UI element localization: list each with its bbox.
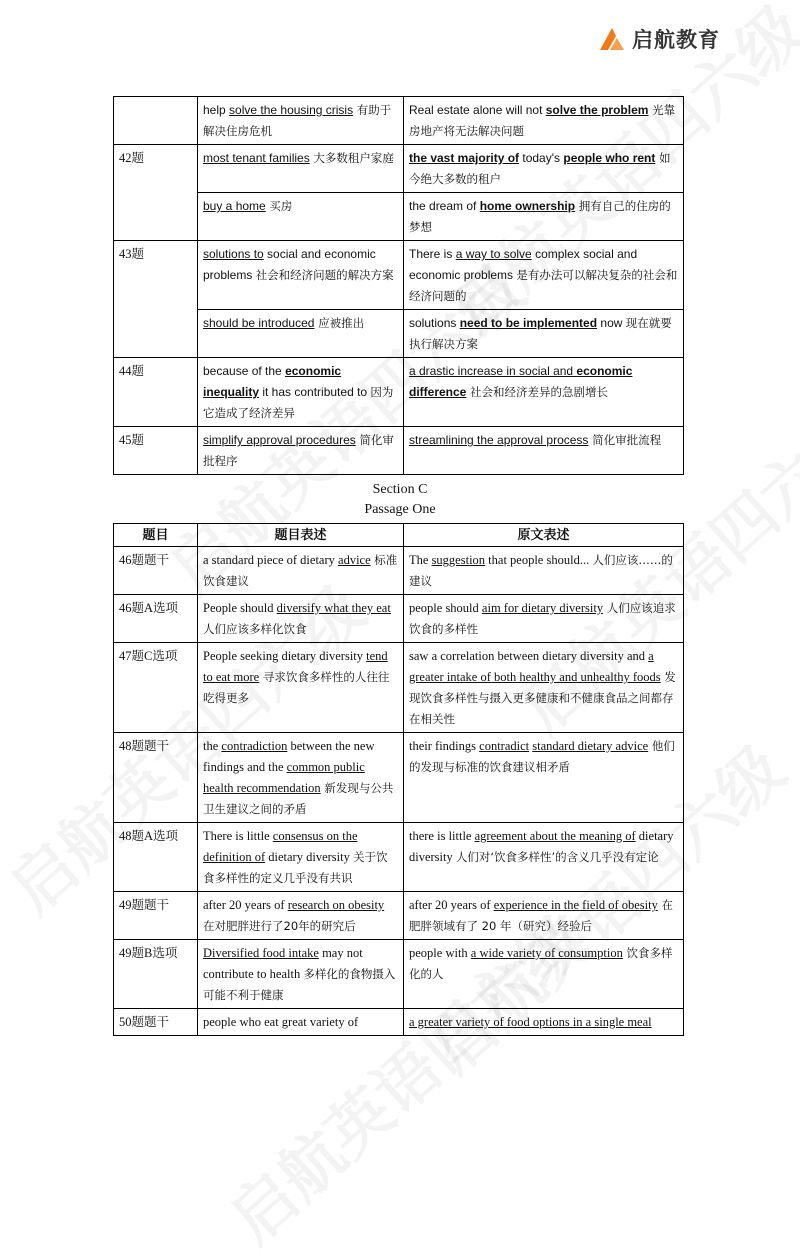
key-phrase: simplify approval procedures — [203, 433, 356, 447]
question-phrase-cell — [198, 310, 404, 358]
question-number: 50题题干 — [114, 1009, 198, 1036]
key-phrase: common public health recommendation — [203, 760, 365, 795]
question-phrase-cell — [198, 643, 404, 733]
vocab-table-section-c — [113, 523, 684, 1036]
original-phrase-cell — [404, 310, 684, 358]
key-phrase: Diversified food intake — [203, 946, 319, 960]
table-row — [114, 310, 684, 358]
cell-text: that people should... — [485, 553, 593, 567]
cell-text: people with — [409, 946, 471, 960]
question-phrase-cell — [198, 823, 404, 892]
chinese-translation: 社会和经济问题的解决方案 — [255, 268, 394, 282]
original-phrase-cell — [404, 97, 684, 145]
cell-text: after 20 years of — [203, 898, 288, 912]
cell-text: complex social and economic problems — [409, 247, 638, 282]
chinese-translation: 是有办法可以解决复杂的社会和经济问题的 — [409, 268, 678, 303]
table-row — [114, 643, 684, 733]
key-phrase: research on obesity — [287, 898, 385, 912]
question-phrase-cell — [198, 940, 404, 1009]
chinese-translation: 人们应该……的建议 — [409, 553, 673, 588]
table-row — [114, 97, 684, 145]
key-phrase: need to be implemented — [459, 316, 598, 330]
question-phrase-cell — [198, 733, 404, 823]
key-phrase: solutions to — [203, 247, 264, 261]
key-phrase: contradiction — [221, 739, 288, 753]
question-phrase-cell — [198, 97, 404, 145]
chinese-translation: 关于饮食多样性的定义几乎没有共识 — [203, 850, 388, 885]
chinese-translation: 买房 — [265, 199, 293, 213]
key-phrase: suggestion — [431, 553, 486, 567]
cell-text: because of the — [203, 364, 286, 378]
key-phrase: economic inequality — [203, 364, 342, 399]
logo-arrow-icon — [598, 26, 626, 52]
section-title: Section C — [372, 482, 428, 497]
original-phrase-cell — [404, 1009, 684, 1036]
question-number: 48题题干 — [114, 733, 198, 823]
cell-text: Real estate alone will not — [409, 103, 546, 117]
chinese-translation: 现在就要执行解决方案 — [409, 316, 672, 351]
column-header: 题目 — [114, 524, 198, 547]
chinese-translation: 人们对‘饮食多样性’的含义几乎没有定论 — [455, 850, 659, 864]
cell-text: it has contributed to — [259, 385, 371, 399]
question-number: 49题题干 — [114, 892, 198, 940]
chinese-translation: 因为它造成了经济差异 — [203, 385, 394, 420]
cell-text: The — [409, 553, 432, 567]
table-row — [114, 427, 684, 475]
key-phrase: streamlining the approval process — [409, 433, 589, 447]
question-phrase-cell — [198, 547, 404, 595]
question-number: 46题题干 — [114, 547, 198, 595]
logo-text: 启航教育 — [632, 28, 720, 52]
question-number: 48题A选项 — [114, 823, 198, 892]
table-row — [114, 358, 684, 427]
chinese-translation: 简化审批流程 — [588, 433, 662, 447]
question-phrase-cell — [198, 1009, 404, 1036]
cell-text: their findings — [409, 739, 480, 753]
cell-text: people who eat great variety of — [203, 1015, 359, 1029]
chinese-translation: 简化审批程序 — [203, 433, 394, 468]
chinese-translation: 社会和经济差异的急剧增长 — [466, 385, 609, 399]
chinese-translation: 标准饮食建议 — [203, 553, 398, 588]
table-row — [114, 733, 684, 823]
cell-text: the — [203, 739, 222, 753]
original-phrase-cell — [404, 595, 684, 643]
chinese-translation: 大多数租户家庭 — [309, 151, 394, 165]
cell-text: there is little — [409, 829, 475, 843]
column-header: 原文表述 — [404, 524, 684, 547]
original-phrase-cell — [404, 241, 684, 310]
original-phrase-cell — [404, 358, 684, 427]
cell-text: may not contribute to health — [203, 946, 363, 981]
key-phrase: solve the problem — [545, 103, 649, 117]
brand-logo — [598, 24, 720, 54]
cell-text: now — [597, 316, 626, 330]
question-number: 49题B选项 — [114, 940, 198, 1009]
key-phrase: a wide variety of consumption — [470, 946, 623, 960]
cell-text: There is little — [203, 829, 273, 843]
question-phrase-cell — [198, 892, 404, 940]
cell-text: between the new findings and the — [203, 739, 375, 774]
cell-text: today's — [519, 151, 564, 165]
key-phrase: solve the housing crisis — [229, 103, 354, 117]
key-phrase: economic difference — [409, 364, 633, 399]
cell-text: social and economic problems — [203, 247, 376, 282]
original-phrase-cell — [404, 823, 684, 892]
original-phrase-cell — [404, 892, 684, 940]
chinese-translation: 应被推出 — [314, 316, 365, 330]
key-phrase: standard dietary advice — [532, 739, 649, 753]
table-row — [114, 145, 684, 193]
chinese-translation: 新发现与公共卫生建议之间的矛盾 — [203, 781, 394, 816]
table-row — [114, 1009, 684, 1036]
key-phrase: the vast majority of — [409, 151, 520, 165]
chinese-translation: 饮食多样化的人 — [409, 946, 673, 981]
cell-text: the dream of — [409, 199, 480, 213]
question-number — [114, 97, 198, 145]
question-number: 46题A选项 — [114, 595, 198, 643]
table-row — [114, 892, 684, 940]
cell-text: after 20 years of — [409, 898, 494, 912]
passage-title: Passage One — [364, 502, 436, 517]
chinese-translation: 他们的发现与标准的饮食建议相矛盾 — [409, 739, 675, 774]
cell-text: saw a correlation between dietary diversity and — [409, 649, 649, 663]
key-phrase: a greater variety of food options in a single meal — [409, 1015, 652, 1029]
key-phrase: aim for dietary diversity — [481, 601, 604, 615]
vocab-table-part1 — [113, 96, 684, 475]
chinese-translation: 多样化的食物摄入可能不利于健康 — [203, 967, 396, 1002]
cell-text: People seeking dietary diversity — [203, 649, 367, 663]
question-number: 43题 — [114, 241, 198, 358]
key-phrase: home ownership — [479, 199, 576, 213]
table-row — [114, 595, 684, 643]
question-number: 44题 — [114, 358, 198, 427]
key-phrase: should be introduced — [203, 316, 315, 330]
key-phrase: experience in the field of obesity — [493, 898, 658, 912]
chinese-translation: 发现饮食多样性与摄入更多健康和不健康食品之间都存在相关性 — [409, 670, 676, 726]
original-phrase-cell — [404, 643, 684, 733]
cell-text: a standard piece of dietary — [203, 553, 339, 567]
key-phrase: a way to solve — [455, 247, 532, 261]
cell-text: help — [203, 103, 230, 117]
table-row — [114, 241, 684, 310]
key-phrase: buy a home — [203, 199, 266, 213]
key-phrase: consensus on the definition of — [203, 829, 358, 864]
cell-text: There is — [409, 247, 456, 261]
original-phrase-cell — [404, 940, 684, 1009]
cell-text: dietary diversity — [265, 850, 353, 864]
table-row — [114, 940, 684, 1009]
key-phrase: a greater intake of both healthy and unhealthy foods — [409, 649, 661, 684]
table-row — [114, 547, 684, 595]
question-phrase-cell — [198, 427, 404, 475]
question-phrase-cell — [198, 145, 404, 193]
question-phrase-cell — [198, 595, 404, 643]
chinese-translation: 在肥胖领域有了 20 年（研究）经验后 — [409, 898, 674, 933]
chinese-translation: 有助于解决住房危机 — [203, 103, 392, 138]
cell-text: People should — [203, 601, 277, 615]
key-phrase: a drastic increase in social and — [409, 364, 577, 378]
chinese-translation: 人们应该多样化饮食 — [203, 622, 307, 636]
question-number: 47题C选项 — [114, 643, 198, 733]
table-row — [114, 823, 684, 892]
chinese-translation: 如今绝大多数的租户 — [409, 151, 671, 186]
key-phrase: people who rent — [563, 151, 656, 165]
chinese-translation: 在对肥胖进行了20年的研究后 — [203, 919, 356, 933]
chinese-translation: 人们应该追求饮食的多样性 — [409, 601, 676, 636]
key-phrase: diversify what they eat — [276, 601, 391, 615]
key-phrase: agreement about the meaning of — [474, 829, 636, 843]
original-phrase-cell — [404, 733, 684, 823]
key-phrase: advice — [338, 553, 371, 567]
key-phrase: tend to eat more — [203, 649, 388, 684]
cell-text: people should — [409, 601, 482, 615]
chinese-translation: 拥有自己的住房的梦想 — [409, 199, 671, 234]
chinese-translation: 寻求饮食多样性的人往往吃得更多 — [203, 670, 390, 705]
cell-text: solutions — [409, 316, 460, 330]
chinese-translation: 光靠房地产将无法解决问题 — [409, 103, 676, 138]
original-phrase-cell — [404, 547, 684, 595]
question-number: 45题 — [114, 427, 198, 475]
original-phrase-cell — [404, 193, 684, 241]
question-phrase-cell — [198, 241, 404, 310]
key-phrase: contradict — [479, 739, 530, 753]
question-phrase-cell — [198, 358, 404, 427]
table-row — [114, 193, 684, 241]
original-phrase-cell — [404, 427, 684, 475]
cell-text: dietary diversity — [409, 829, 674, 864]
question-number: 42题 — [114, 145, 198, 241]
column-header: 题目表述 — [198, 524, 404, 547]
original-phrase-cell — [404, 145, 684, 193]
question-phrase-cell — [198, 193, 404, 241]
key-phrase: most tenant families — [203, 151, 310, 165]
